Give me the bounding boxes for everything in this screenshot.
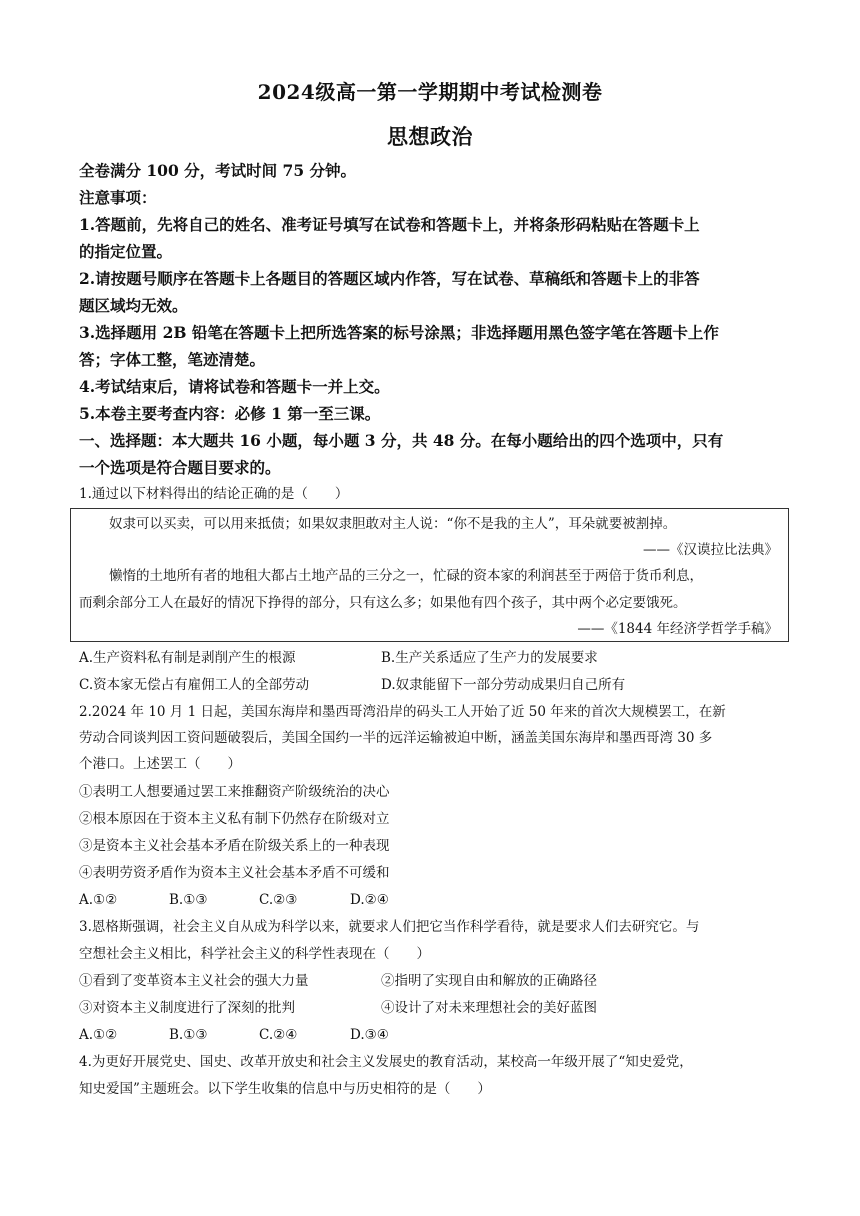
q2-option-b: B.①③ (169, 892, 208, 908)
notice-item-5: 5.本卷主要考查内容：必修 1 第一至三课。 (79, 404, 381, 423)
notice-item-4: 4.考试结束后，请将试卷和答题卡一并上交。 (79, 377, 390, 396)
q1-option-b: B.生产关系适应了生产力的发展要求 (381, 650, 598, 666)
q3-stem-cont: 空想社会主义相比，科学社会主义的科学性表现在（ ） (79, 946, 430, 962)
q1-source-2: ——《1844 年经济学哲学手稿》 (577, 621, 778, 637)
q2-stem-cont-2: 个港口。上述罢工（ ） (79, 756, 241, 772)
q3-option-b: B.①③ (169, 1027, 208, 1043)
q1-stem: 1.通过以下材料得出的结论正确的是（ ） (79, 486, 349, 502)
q1-source-1: ——《汉谟拉比法典》 (643, 542, 778, 558)
q2-option-a: A.①② (79, 892, 118, 908)
q4-stem-cont: 知史爱国”主题班会。以下学生收集的信息中与历史相符的是（ ） (79, 1081, 491, 1097)
q1-option-a: A.生产资料私有制是剥削产生的根源 (79, 650, 296, 666)
q2-stem-cont-1: 劳动合同谈判因工资问题破裂后，美国全国约一半的远洋运输被迫中断，涵盖美国东海岸和墨西哥湾 30 多 (79, 730, 713, 746)
q4-stem: 4.为更好开展党史、国史、改革开放史和社会主义发展史的教育活动，某校高一年级开展了“知史爱党， (79, 1054, 693, 1070)
notice-heading: 注意事项： (79, 188, 157, 207)
q3-option-c: C.②④ (259, 1027, 298, 1043)
section-heading: 一、选择题：本大题共 16 小题，每小题 3 分，共 48 分。在每小题给出的四个选项中，只有 (79, 431, 724, 450)
notice-item-2: 2.请按题号顺序在答题卡上各题目的答题区域内作答，写在试卷、草稿纸和答题卡上的非答 (79, 269, 700, 288)
notice-item-2-cont: 题区域均无效。 (79, 296, 188, 315)
subject-title: 思想政治 (387, 124, 473, 149)
q2-stem: 2.2024 年 10 月 1 日起，美国东海岸和墨西哥湾沿岸的码头工人开始了近 50 年来的首次大规模罢工，在新 (79, 704, 726, 720)
q3-option-a: A.①② (79, 1027, 118, 1043)
q2-option-c: C.②③ (259, 892, 298, 908)
q3-option-d: D.③④ (350, 1027, 389, 1043)
q2-option-d: D.②④ (350, 892, 389, 908)
notice-item-3-cont: 答；字体工整，笔迹清楚。 (79, 350, 266, 369)
q3-statement-4: ④设计了对未来理想社会的美好蓝图 (381, 1000, 597, 1016)
q1-option-d: D.奴隶能留下一部分劳动成果归自己所有 (381, 677, 626, 693)
q2-statement-4: ④表明劳资矛盾作为资本主义社会基本矛盾不可缓和 (79, 865, 390, 881)
section-heading-cont: 一个选项是符合题目要求的。 (79, 458, 281, 477)
q1-material-2-cont: 而剩余部分工人在最好的情况下挣得的部分，只有这么多；如果他有四个孩子，其中两个必定要饿死。 (79, 595, 687, 611)
q1-material-box (70, 508, 789, 642)
q3-statement-2: ②指明了实现自由和解放的正确路径 (381, 973, 597, 989)
q1-material-2: 懒惰的土地所有者的地租大都占土地产品的三分之一，忙碌的资本家的利润甚至于两倍于货币利息， (109, 568, 703, 584)
notice-item-1-cont: 的指定位置。 (79, 242, 173, 261)
q1-material-1: 奴隶可以买卖，可以用来抵债；如果奴隶胆敢对主人说：“你不是我的主人”，耳朵就要被割掉。 (109, 516, 677, 532)
q1-option-c: C.资本家无偿占有雇佣工人的全部劳动 (79, 677, 310, 693)
q3-statement-3: ③对资本主义制度进行了深刻的批判 (79, 1000, 295, 1016)
q2-statement-1: ①表明工人想要通过罢工来推翻资产阶级统治的决心 (79, 784, 390, 800)
notice-item-3: 3.选择题用 2B 铅笔在答题卡上把所选答案的标号涂黑；非选择题用黑色签字笔在答题卡上作 (79, 323, 719, 342)
q2-statement-3: ③是资本主义社会基本矛盾在阶级关系上的一种表现 (79, 838, 390, 854)
notice-item-1: 1.答题前，先将自己的姓名、准考证号填写在试卷和答题卡上，并将条形码粘贴在答题卡上 (79, 215, 700, 234)
q2-statement-2: ②根本原因在于资本主义私有制下仍然存在阶级对立 (79, 811, 390, 827)
q3-statement-1: ①看到了变革资本主义社会的强大力量 (79, 973, 309, 989)
q3-stem: 3.恩格斯强调，社会主义自从成为科学以来，就要求人们把它当作科学看待，就是要求人们去研究它。与 (79, 919, 700, 935)
score-line: 全卷满分 100 分，考试时间 75 分钟。 (79, 161, 357, 180)
exam-title: 2024级高一第一学期期中考试检测卷 (257, 80, 603, 104)
